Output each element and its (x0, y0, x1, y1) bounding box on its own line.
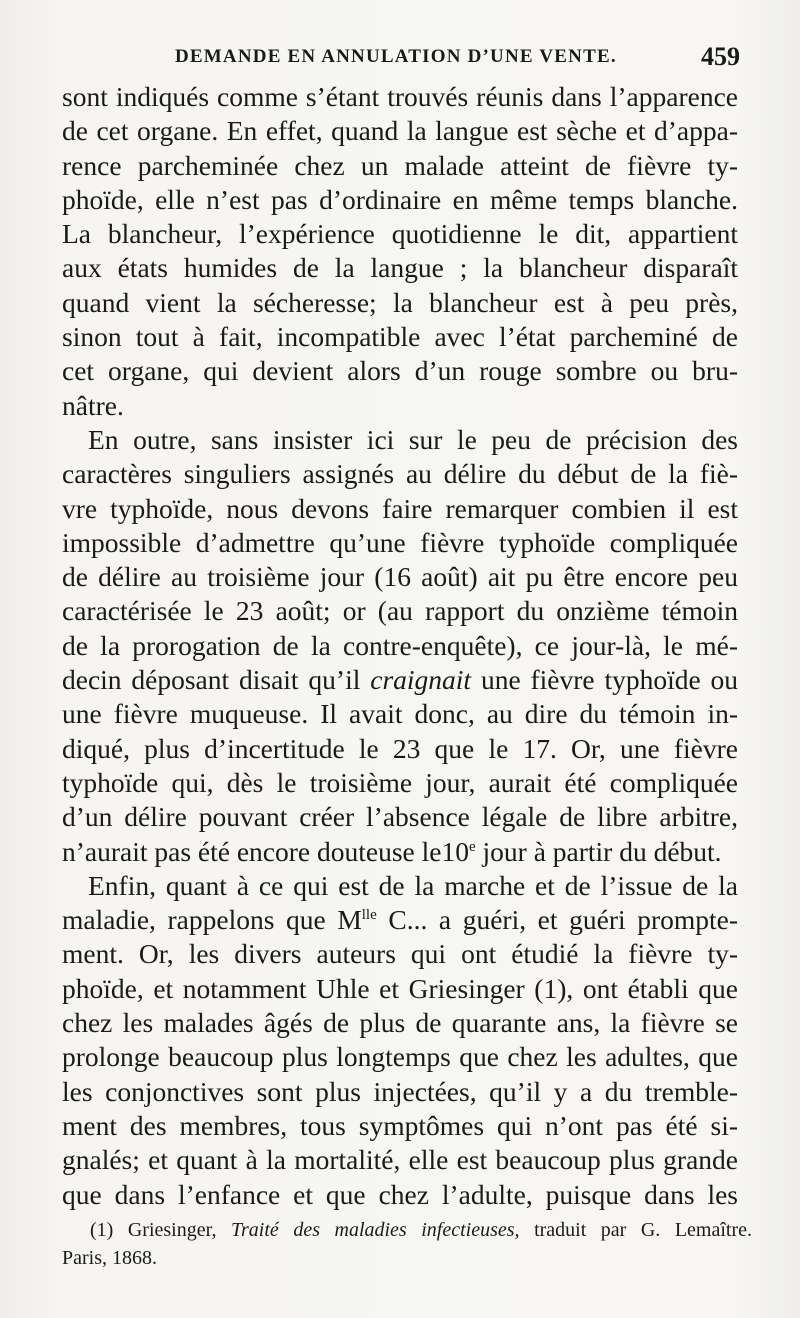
text-line: vre typhoïde, nous devons faire remarquer combien il est (62, 492, 738, 524)
text-line: ment. Or, les divers auteurs qui ont étudié la fièvre ty- (62, 938, 738, 970)
text-span: C... a guéri, et guéri prompte- (388, 904, 739, 936)
footnote-line (62, 1216, 752, 1244)
text-line: cet organe, qui devient alors d’un rouge sombre ou bru- (62, 355, 738, 387)
text-line: les conjonctives sont plus injectées, qu’il y a du tremble- (62, 1075, 738, 1107)
text-line: de la prorogation de la contre-enquête), ce jour-là, le mé- (62, 629, 738, 661)
footnote-line: Paris, 1868. (62, 1247, 157, 1269)
text-line: nâtre. (62, 389, 124, 421)
text-line: quand vient la sécheresse; la blancheur est à peu près, (62, 286, 738, 318)
text-line: chez les malades âgés de plus de quarante ans, la fièvre se (62, 1007, 738, 1039)
text-line: phoïde, elle n’est pas d’ordinaire en même temps blanche. (62, 183, 738, 215)
text-line: En outre, sans insister ici sur le peu de précision des (88, 423, 738, 455)
text-line: une fièvre muqueuse. Il avait donc, au dire du témoin in- (62, 698, 738, 730)
text-line (62, 663, 738, 697)
text-line: Enfin, quant à ce qui est de la marche et de l’issue de la (88, 869, 738, 901)
running-title: DEMANDE EN ANNULATION D’UNE VENTE. (175, 46, 617, 67)
text-line: ment des membres, tous symptômes qui n’ont pas été si- (62, 1109, 738, 1141)
text-span: n’aurait pas été encore douteuse le (62, 835, 442, 867)
italic-word: craignait (370, 664, 472, 696)
text-span: M (337, 904, 362, 936)
footnote (62, 1216, 752, 1272)
page-number: 459 (701, 42, 740, 71)
text-line: phoïde, et notamment Uhle et Griesinger (1), ont établi que (62, 972, 738, 1004)
text-line: caractères singuliers assignés au délire du début de la fiè- (62, 458, 738, 490)
text-line: aux états humides de la langue ; la blancheur disparaît (62, 252, 738, 284)
text-line: diqué, plus d’incertitude le 23 que le 17. Or, une fièvre (62, 732, 738, 764)
text-line: sont indiqués comme s’étant trouvés réunis dans l’apparence (62, 81, 738, 112)
text-line: La blancheur, l’expérience quotidienne le dit, appartient (62, 218, 738, 250)
text-span: jour à partir du début. (482, 835, 722, 867)
text-line: typhoïde qui, dès le troisième jour, aurait été compliquée (62, 766, 738, 798)
text-line: d’un délire pouvant créer l’absence légale de libre arbitre, (62, 801, 738, 833)
footnote-title: Traité des maladies infectieuses, (231, 1219, 520, 1241)
text-span: maladie, rappelons que (62, 904, 326, 936)
running-head (60, 42, 740, 82)
text-line (62, 903, 738, 937)
text-line: prolonge beaucoup plus longtemps que chez les adultes, que (62, 1041, 738, 1073)
text-line (62, 835, 738, 869)
text-span: 10 (441, 835, 469, 867)
superscript: e (468, 838, 476, 855)
text-line: que dans l’enfance et que chez l’adulte, puisque dans les (62, 1178, 738, 1210)
superscript: lle (361, 906, 377, 923)
text-line: gnalés; et quant à la mortalité, elle est beaucoup plus grande (62, 1144, 738, 1176)
text-span: decin déposant disait qu’il (62, 664, 361, 696)
text-line: caractérisée le 23 août; or (au rapport du onzième témoin (62, 595, 738, 627)
text-line: de délire au troisième jour (16 août) ait pu être encore peu (62, 561, 738, 593)
text-line: impossible d’admettre qu’une fièvre typhoïde compliquée (62, 526, 738, 558)
footnote-marker: (1) Griesinger, (90, 1219, 217, 1241)
footnote-text: traduit par G. Lemaître. (534, 1219, 753, 1241)
text-line: sinon tout à fait, incompatible avec l’état parcheminé de (62, 321, 738, 353)
text-span: une fièvre typhoïde ou (480, 664, 739, 696)
text-line: de cet organe. En effet, quand la langue est sèche et d’appa- (62, 115, 738, 147)
body-text (62, 80, 738, 1212)
text-line: rence parcheminée chez un malade atteint de fièvre ty- (62, 149, 738, 181)
